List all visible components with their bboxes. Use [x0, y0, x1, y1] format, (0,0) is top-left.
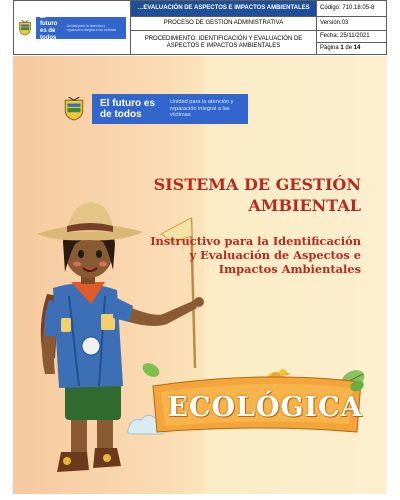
procedure-cell: PROCEDIMIENTO: IDENTIFICACIÓN Y EVALUACIÓN DE ASPECTOS E IMPACTOS AMBIENTALES [131, 31, 317, 55]
cover-brand-text: El futuro es de todos [100, 98, 156, 120]
cover-subtitle: Instructivo para la Identificación y Evaluación de Aspectos e Impactos Ambientales [150, 234, 361, 276]
coat-of-arms-icon [63, 97, 85, 121]
document-header [13, 0, 387, 54]
header-logo [14, 1, 130, 54]
header-brand-text: El futuro es de todos [40, 13, 58, 41]
process-cell: PROCESO DE GESTIÓN ADMINISTRATIVA [131, 17, 317, 31]
cover-brand-subtext: Unidad para la atención y reparación integral a las víctimas [170, 99, 234, 119]
page-indicator [317, 42, 386, 52]
header-logo-cell [14, 1, 131, 55]
header-brand-subtext: Unidad para la atención y reparación integral a las víctimas [66, 23, 117, 32]
page-current: 1 [340, 45, 344, 51]
cover-title: SISTEMA DE GESTIÓN AMBIENTAL [153, 175, 361, 215]
cover-logo [63, 94, 248, 124]
document-date: Fecha: 25/11/2021 [320, 33, 370, 39]
document-code: Código: 710.18.05-8 [317, 1, 387, 17]
document-title-cell: …EVALUACIÓN DE ASPECTOS E IMPACTOS AMBIENTALES [131, 1, 317, 17]
page-total: 14 [353, 45, 361, 51]
cover-page [13, 56, 387, 494]
page-of: de [343, 45, 354, 51]
coat-of-arms-icon [18, 20, 32, 36]
date-page-cell [317, 31, 387, 55]
document-version: Versión:03 [317, 17, 387, 31]
page-prefix: Página [320, 45, 341, 51]
cover-brand-panel [92, 94, 248, 124]
ecologica-text: ECOLÓGICA [167, 392, 363, 423]
header-brand-panel [36, 13, 126, 41]
